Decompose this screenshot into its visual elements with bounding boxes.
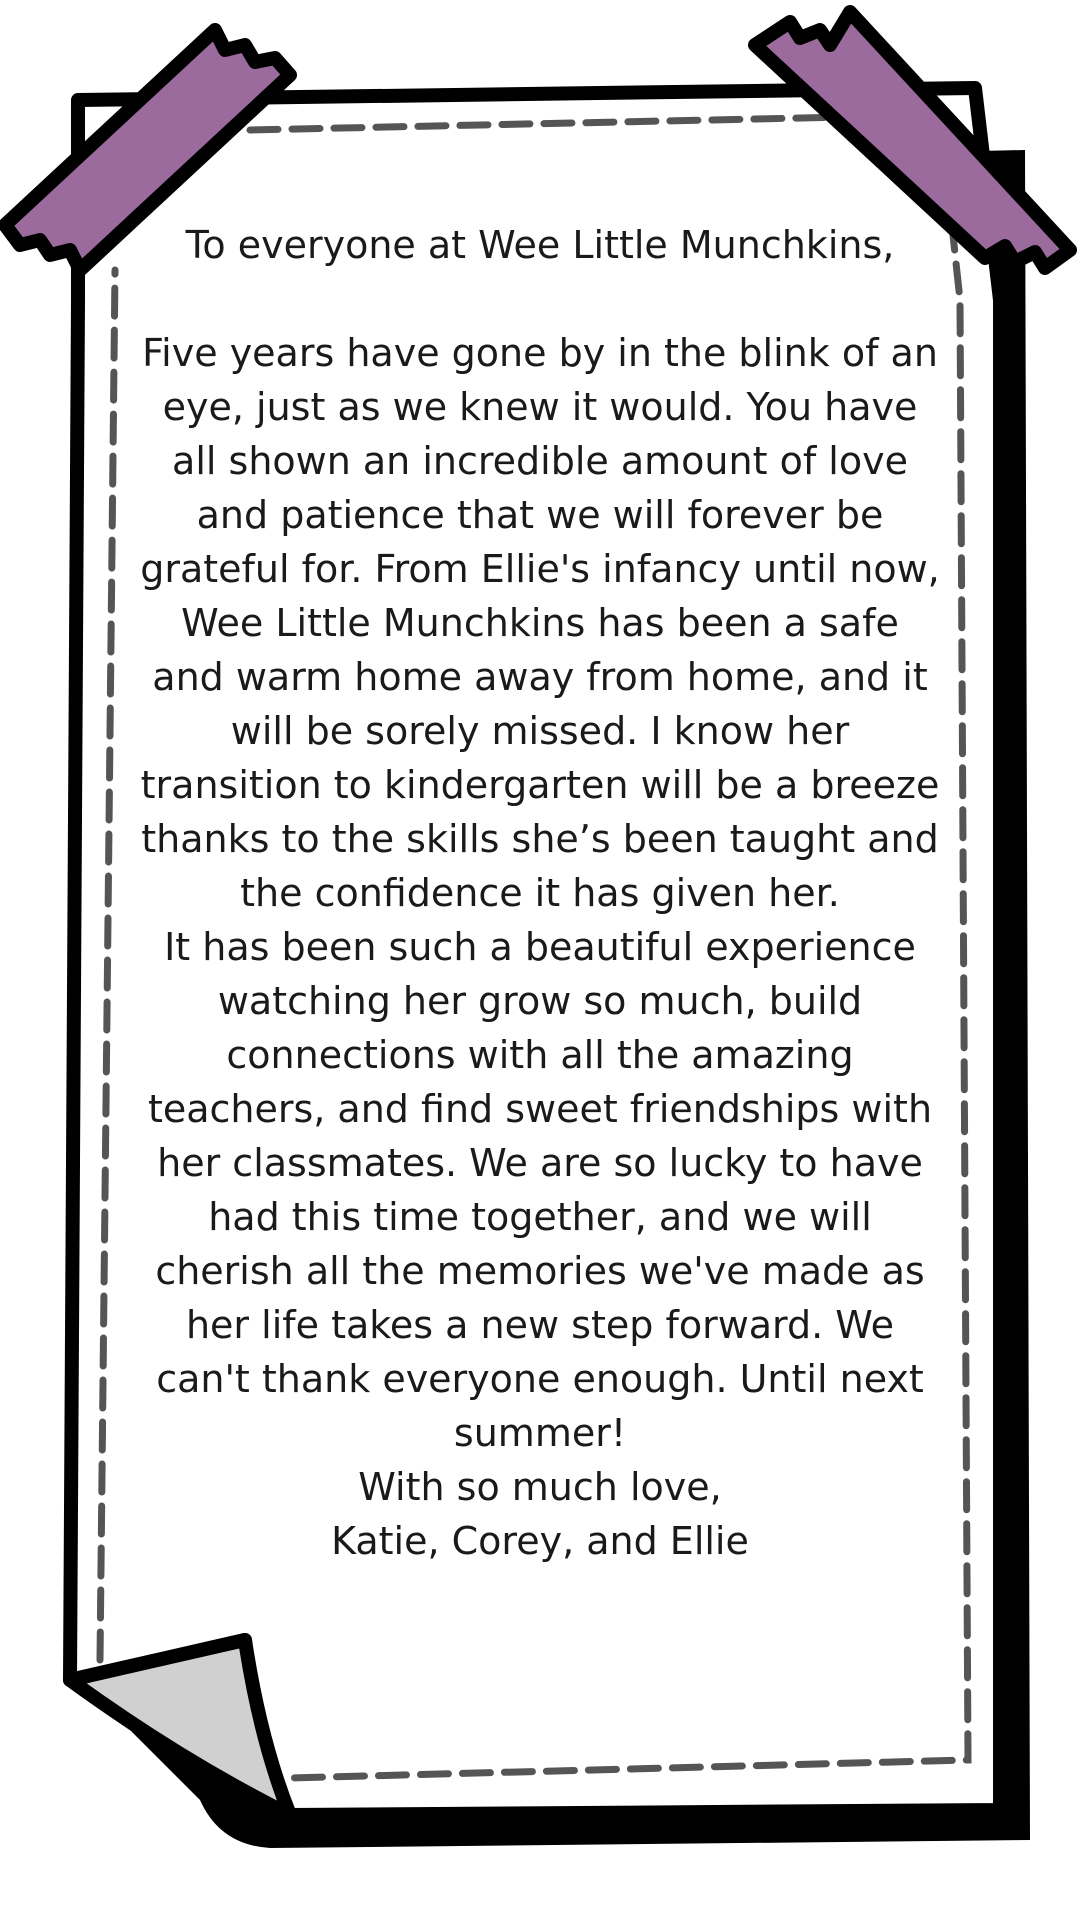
letter-paragraph-2: It has been such a beautiful experience watching her grow so much, build connections with all the amazing teachers, and find sweet friendships with her classmates. We are so lucky to have had this time together, and we will cherish all the memories we've made as her life takes a new step forward. We can't thank everyone enough. Until next summer! [147, 925, 933, 1455]
letter-signature: Katie, Corey, and Ellie [331, 1519, 749, 1563]
letter-body [140, 218, 940, 1568]
letter-paragraph-1: Five years have gone by in the blink of an eye, just as we knew it would. You have all shown an incredible amount of love and patience that we will forever be grateful for. From Ellie's infancy until now, Wee Little Munchkins has been a safe and warm home away from home, and it will be sorely missed. I know her transition to kindergarten will be a breeze thanks to the skills she’s been taught and the confidence it has given her. [140, 331, 940, 915]
letter-closing: With so much love, [358, 1465, 722, 1509]
letter-greeting: To everyone at Wee Little Munchkins, [185, 223, 895, 267]
